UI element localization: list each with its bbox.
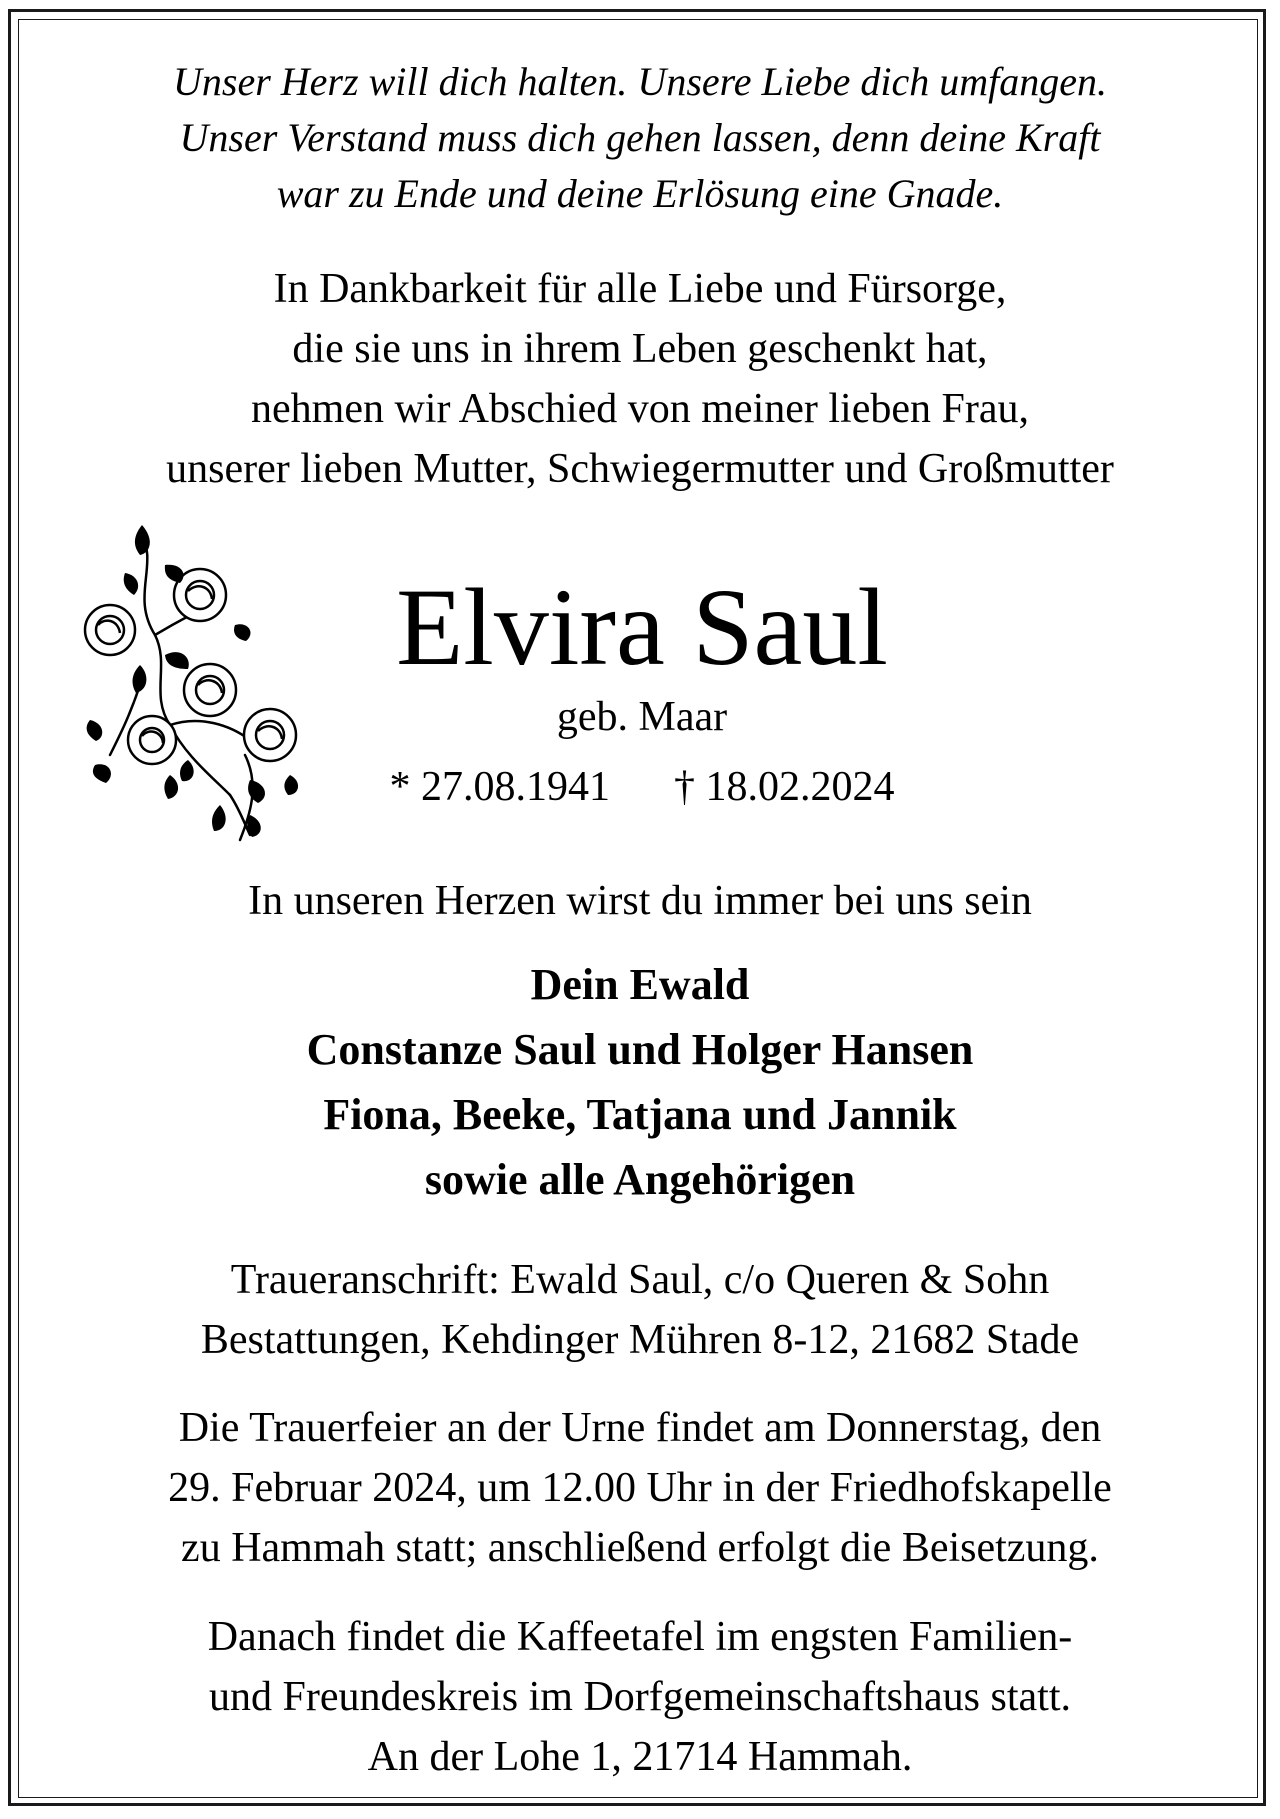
deceased-name: Elvira Saul: [396, 566, 888, 688]
death-date: † 18.02.2024: [674, 764, 895, 810]
verse-line: Unser Herz will dich halten. Unsere Liebe dich umfangen.: [173, 59, 1107, 104]
intro-line: nehmen wir Abschied von meiner lieben Frau,: [251, 386, 1029, 432]
birth-date: * 27.08.1941: [389, 764, 610, 810]
ceremony-line: zu Hammah statt; anschließend erfolgt die Beisetzung.: [181, 1525, 1099, 1571]
address-line: Bestattungen, Kehdinger Mühren 8-12, 21682 Stade: [200, 1317, 1080, 1363]
reception-line: An der Lohe 1, 21714 Hammah.: [367, 1734, 913, 1780]
intro-line: die sie uns in ihrem Leben geschenkt hat,: [292, 326, 988, 372]
intro-line: unserer lieben Mutter, Schwiegermutter und Großmutter: [166, 446, 1114, 492]
intro-line: In Dankbarkeit für alle Liebe und Fürsorge,: [273, 266, 1007, 312]
memorial-line: In unseren Herzen wirst du immer bei uns sein: [248, 878, 1032, 924]
verse-line: war zu Ende und deine Erlösung eine Gnade.: [276, 171, 1004, 216]
family-line: Fiona, Beeke, Tatjana und Jannik: [323, 1090, 957, 1139]
family-line: Constanze Saul und Holger Hansen: [306, 1025, 974, 1074]
life-dates: [254, 766, 1030, 808]
ceremony-line: 29. Februar 2024, um 12.00 Uhr in der Friedhofskapelle: [168, 1465, 1112, 1511]
ceremony-line: Die Trauerfeier an der Urne findet am Donnerstag, den: [178, 1405, 1102, 1451]
family-line: sowie alle Angehörigen: [424, 1155, 856, 1204]
reception-line: Danach findet die Kaffeetafel im engsten Familien-: [207, 1614, 1073, 1660]
verse-line: Unser Verstand muss dich gehen lassen, denn deine Kraft: [179, 115, 1101, 160]
address-line: Traueranschrift: Ewald Saul, c/o Queren & Sohn: [230, 1257, 1050, 1303]
reception-line: und Freundeskreis im Dorfgemeinschaftshaus statt.: [209, 1674, 1071, 1720]
birth-name: geb. Maar: [556, 694, 728, 740]
family-line: Dein Ewald: [530, 960, 750, 1009]
